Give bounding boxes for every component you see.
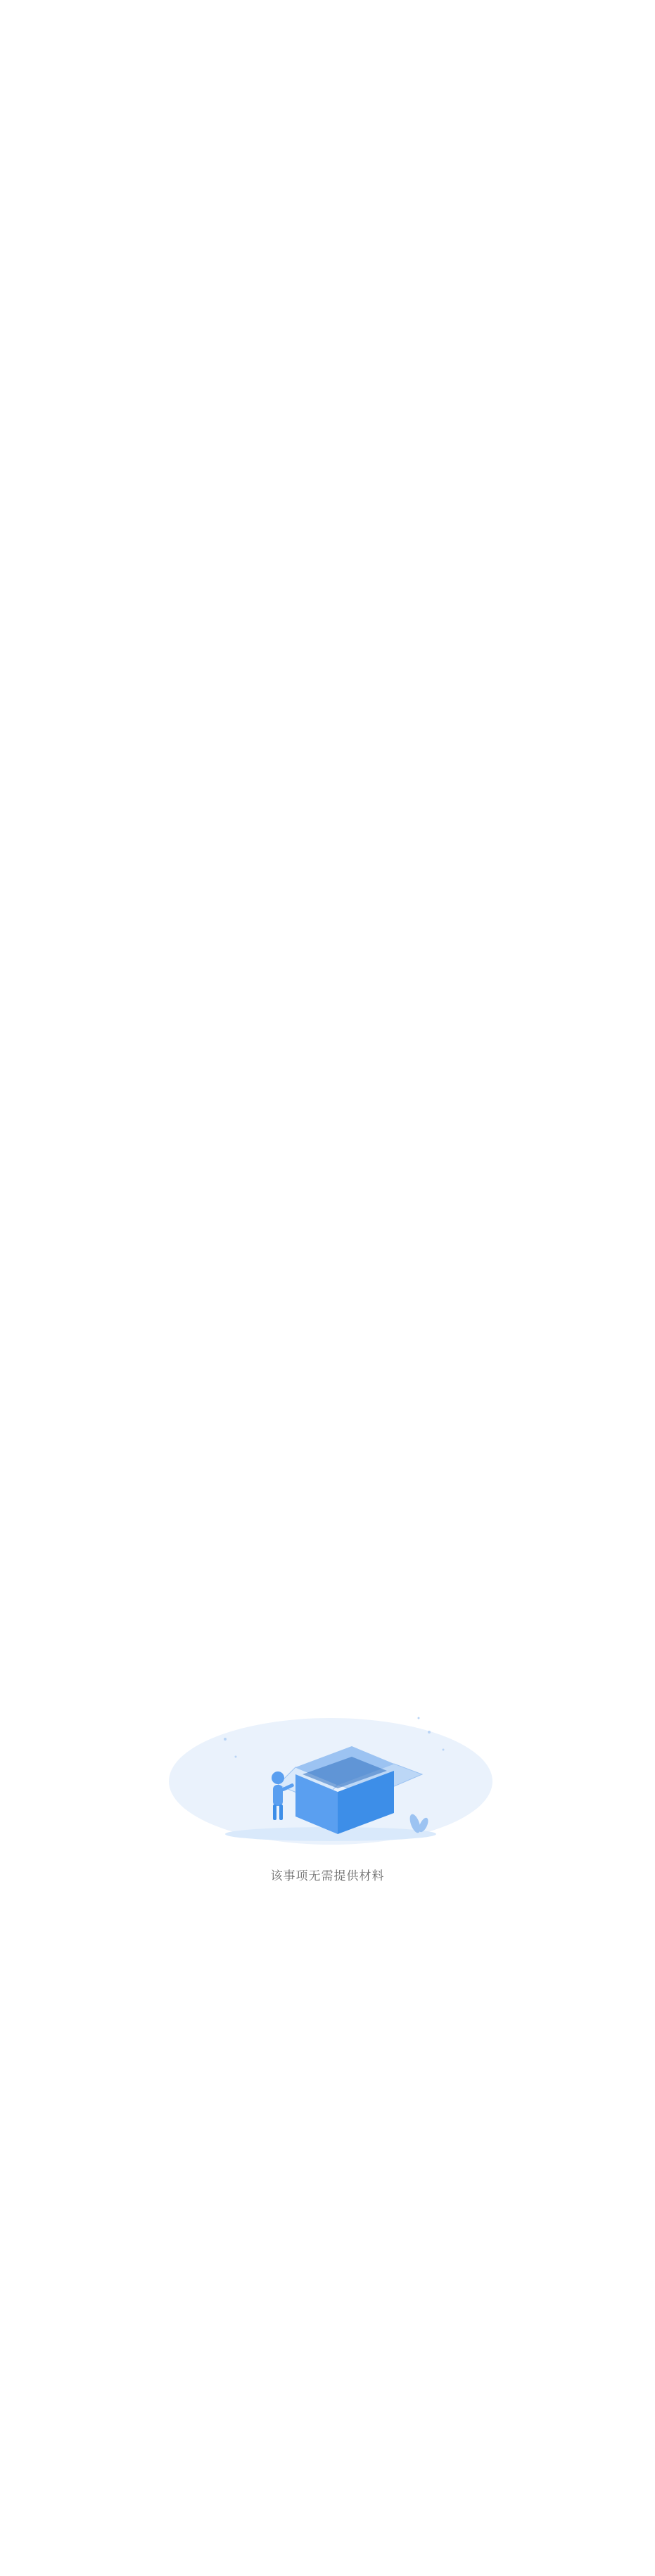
conditions-section	[0, 1308, 655, 1690]
empty-box-illustration-icon	[0, 1690, 655, 1852]
tab-bar	[0, 0, 655, 42]
basic-info-section	[0, 42, 655, 1308]
materials-empty-text: 该事项无需提供材料	[270, 1869, 385, 1883]
materials-empty-state	[0, 1690, 655, 2576]
